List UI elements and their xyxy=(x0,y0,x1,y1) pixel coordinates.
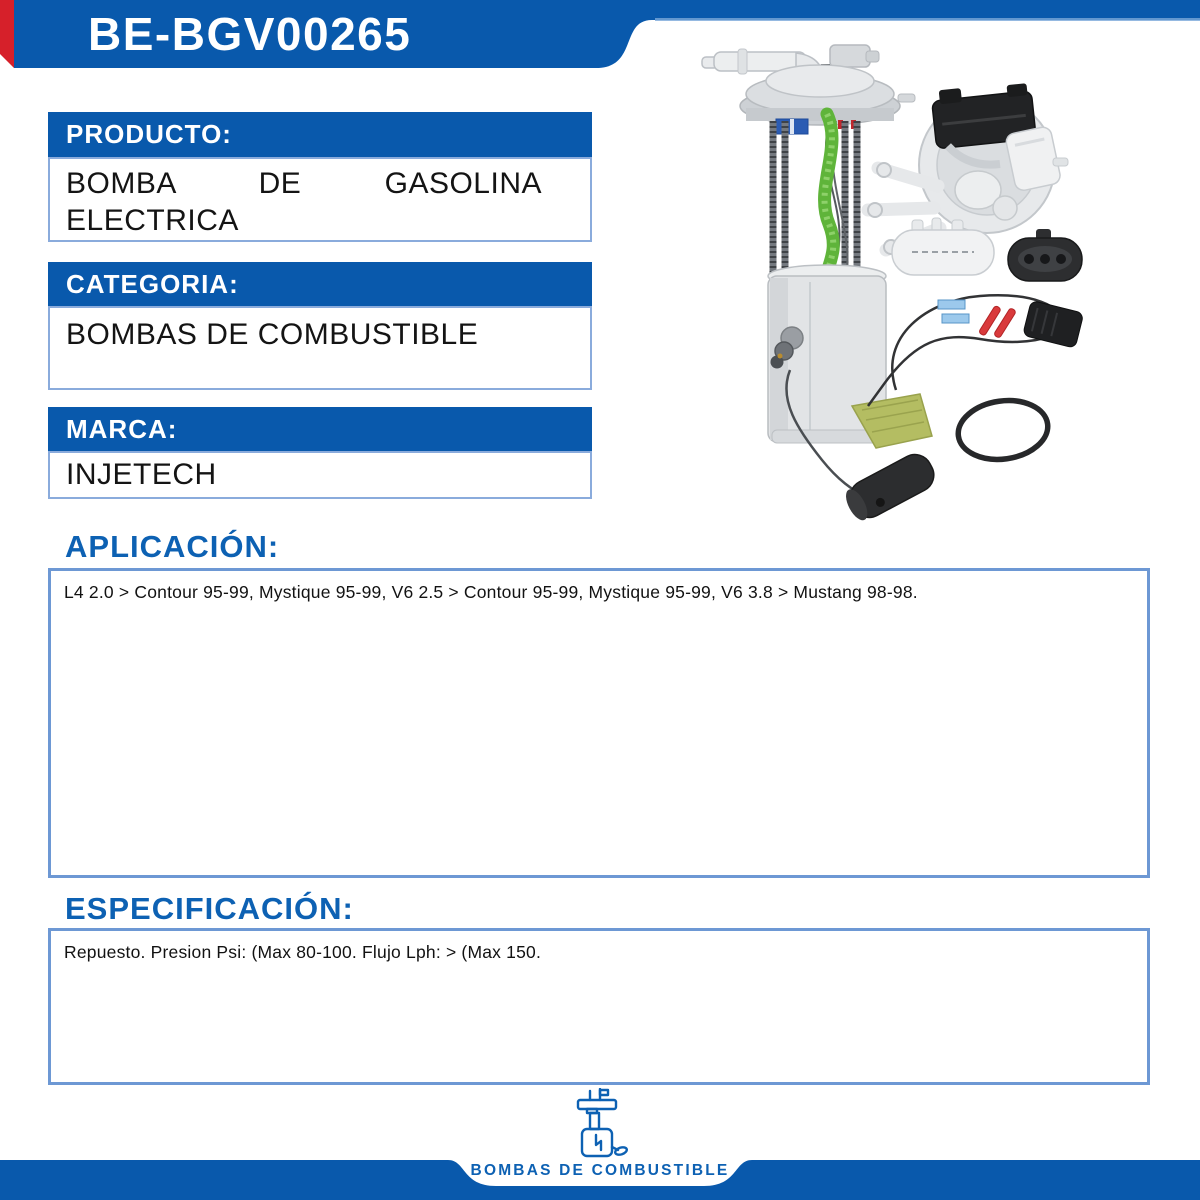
producto-label: PRODUCTO: xyxy=(66,119,232,149)
product-photo xyxy=(680,38,1120,523)
aplicacion-text: L4 2.0 > Contour 95-99, Mystique 95-99, V6 2.5 > Contour 95-99, Mystique 95-99, V6 3.8 > Mustang 98-98. xyxy=(64,582,918,602)
footer-label: BOMBAS DE COMBUSTIBLE xyxy=(470,1162,730,1179)
fuel-pump-icon xyxy=(572,1088,628,1158)
marca-value: INJETECH xyxy=(66,458,217,491)
categoria-label: CATEGORIA: xyxy=(66,268,239,299)
producto-label-bar xyxy=(48,112,592,157)
especificacion-heading: ESPECIFICACIÓN: xyxy=(65,891,354,926)
categoria-value: BOMBAS DE COMBUSTIBLE xyxy=(66,318,479,351)
wiring-harness xyxy=(868,295,1084,406)
aplicacion-heading: APLICACIÓN: xyxy=(65,529,280,564)
categoria-value-box xyxy=(48,306,592,390)
producto-value: BOMBA DE GASOLINA ELECTRICA xyxy=(66,167,542,237)
pump-module xyxy=(702,45,940,523)
producto-value-box xyxy=(48,157,592,242)
especificacion-text: Repuesto. Presion Psi: (Max 80-100. Flujo Lph: > (Max 150. xyxy=(64,942,542,962)
categoria-label-bar xyxy=(48,262,592,306)
aplicacion-box xyxy=(48,568,1150,878)
especificacion-box xyxy=(48,928,1150,1085)
header-red-ribbon xyxy=(0,0,14,68)
marca-label: MARCA: xyxy=(66,413,178,444)
marca-value-box xyxy=(48,451,592,499)
part-number: BE-BGV00265 xyxy=(88,8,412,60)
o-ring xyxy=(954,395,1051,465)
marca-label-bar xyxy=(48,407,592,451)
